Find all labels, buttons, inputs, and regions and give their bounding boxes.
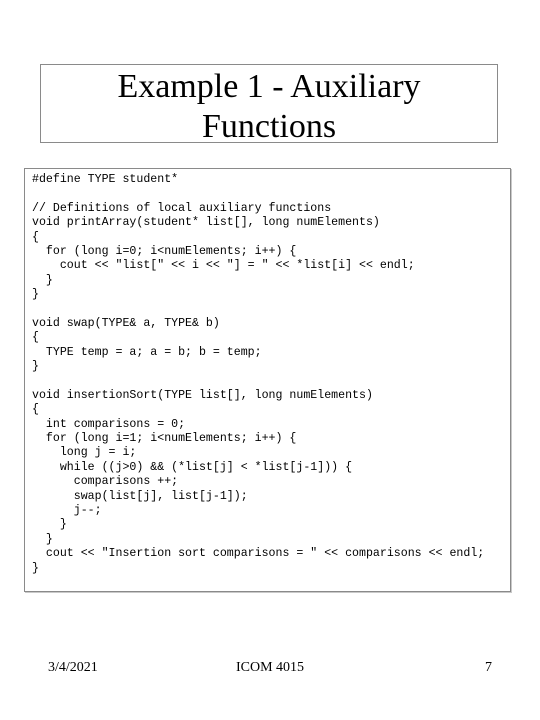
code-line: comparisons ++;: [32, 475, 179, 489]
code-line: j--;: [32, 503, 102, 517]
code-line: #define TYPE student*: [32, 173, 179, 186]
code-line: }: [32, 288, 39, 302]
code-line: for (long i=0; i<numElements; i++) {: [32, 244, 297, 258]
code-line: [32, 374, 484, 388]
slide-title-box: [40, 64, 498, 143]
code-line: {: [32, 331, 39, 345]
code-line: void insertionSort(TYPE list[], long numElements): [32, 388, 373, 402]
code-line: }: [32, 360, 39, 374]
code-line: swap(list[j], list[j-1]);: [32, 489, 248, 503]
code-line: }: [32, 561, 39, 575]
code-line: [32, 303, 484, 317]
code-line: {: [32, 230, 39, 244]
slide-title: Example 1 - Auxiliary Functions: [117, 68, 421, 145]
code-line: while ((j>0) && (*list[j] < *list[j-1])) {: [32, 460, 353, 474]
code-line: }: [32, 532, 53, 546]
code-lines: [32, 173, 484, 576]
code-line: [32, 187, 484, 201]
footer-date: 3/4/2021: [48, 660, 98, 675]
code-line: int comparisons = 0;: [32, 417, 186, 431]
footer-course: ICOM 4015: [235, 660, 305, 675]
code-line: long j = i;: [32, 446, 137, 460]
code-line: void swap(TYPE& a, TYPE& b): [32, 316, 220, 330]
code-line: {: [32, 403, 39, 417]
code-line: TYPE temp = a; a = b; b = temp;: [32, 345, 262, 359]
code-line: void printArray(student* list[], long numElements): [32, 216, 380, 230]
code-line: for (long i=1; i<numElements; i++) {: [32, 432, 297, 446]
code-line: }: [32, 518, 67, 532]
page-number: 7: [485, 660, 492, 675]
code-line: cout << "Insertion sort comparisons = " << comparisons << endl;: [32, 547, 485, 561]
code-line: // Definitions of local auxiliary functions: [32, 201, 332, 215]
code-line: cout << "list[" << i << "] = " << *list[i] << endl;: [32, 259, 415, 273]
code-line: }: [32, 273, 53, 287]
code-block: [24, 168, 511, 592]
